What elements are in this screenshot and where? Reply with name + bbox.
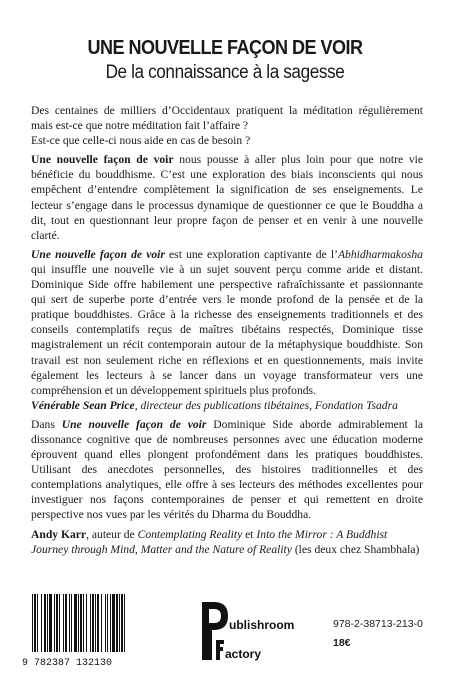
intro-line-2: Est-ce que celle-ci nous aide en cas de besoin ?: [31, 134, 251, 148]
publisher-name-1: ublishroom: [229, 618, 295, 632]
review-1-author: Vénérable Sean Price: [31, 398, 135, 412]
review-2-book-1: Contemplating Reality: [137, 527, 243, 541]
blurb-text: [31, 103, 423, 561]
review-2-attr-a: , auteur de: [86, 527, 138, 541]
book-title: UNE NOUVELLE FAÇON DE VOIR: [87, 36, 363, 59]
review-2-text-b: Dominique Side aborde admirablement la dissonance cognitive que de nombreuses personnes avec une éducation moderne éprouvent quand elles plongent profondément dans les pratiques bouddhistes. Utilisant des anecdotes personnelles, des histoires traditionnelles et des contemplations analytiques, elle offre à ses lecteurs des méthodes excellentes pour investiguer nos façons contemporaines de penser et qui remettent en droite perspective nos vues par les vérités du Dharma du Bouddha.: [31, 417, 423, 522]
review-2-attr-b: et: [242, 527, 257, 541]
description-lead: Une nouvelle façon de voir: [31, 153, 174, 167]
isbn-barcode: [20, 592, 170, 668]
description-body: nous pousse à aller plus loin pour que notre vie bénéficie du bouddhisme. C’est une exploration des biais inconscients qui nous empêchent d’entendre complètement la signification de ses enseignements. Le lecteur s’engage dans le processus dynamique de questionner ce que le Bouddha a dit, tout en questionnant leur propre façon de penser et en venir à une nouvelle clarté.: [31, 153, 424, 242]
book-subtitle: De la connaissance à la sagesse: [105, 62, 345, 83]
price: 18€: [333, 637, 351, 649]
review-2-text-a: Dans: [31, 417, 62, 431]
review-1-author-role: , directeur des publications tibétaines, Fondation Tsadra: [134, 398, 398, 412]
review-1-text-a: est une exploration captivante de l’: [164, 247, 338, 261]
review-2-author: Andy Karr: [31, 527, 87, 541]
description-paragraph: [31, 152, 423, 243]
intro-line-1: Des centaines de milliers d’Occidentaux pratiquent la méditation régulièrement mais est-ce que notre méditation fait l’affaire ?: [31, 104, 423, 133]
publisher-name-2: actory: [225, 647, 262, 661]
review-1: [31, 247, 423, 398]
review-2-book-2: Into the Mirror : A Buddhist Journey through Mind, Matter and the Nature of Reality: [31, 527, 388, 556]
barcode-number: 9 782387 132130: [22, 658, 113, 668]
review-2-attribution: [31, 527, 423, 557]
review-2-attr-c: (les deux chez Shambhala): [291, 542, 420, 556]
publisher-logo: [200, 600, 295, 662]
review-1-attribution: [31, 398, 423, 413]
review-2: [31, 417, 423, 523]
review-1-text-b: qui insuffle une nouvelle vie à un sujet souvent perçu comme aride et distant. Dominique Side offre habilement une perspective rafraîchissante et passionnante qui sert de superbe porte d’entrée vers le monde profond de la pensée et de la pratique bouddhistes. Grâce à la richesse des enseignements traditionnels et des conseils contemplatifs reçus de maîtres tibétains respectés, Dominique tisse magistralement un récit contemporain autour de la métaphysique bouddhiste. Son travail est non seulement riche en réflexions et en questionnements, mais invite également les lecteurs à se lancer dans un voyage transformateur vers une compréhension et un développement spirituels plus profonds.: [31, 262, 423, 397]
review-1-lead: Une nouvelle façon de voir: [31, 247, 165, 261]
isbn-number: 978-2-38713-213-0: [333, 618, 423, 630]
review-2-work: Une nouvelle façon de voir: [61, 417, 207, 431]
review-1-work: Abhidharmakosha: [337, 247, 423, 261]
